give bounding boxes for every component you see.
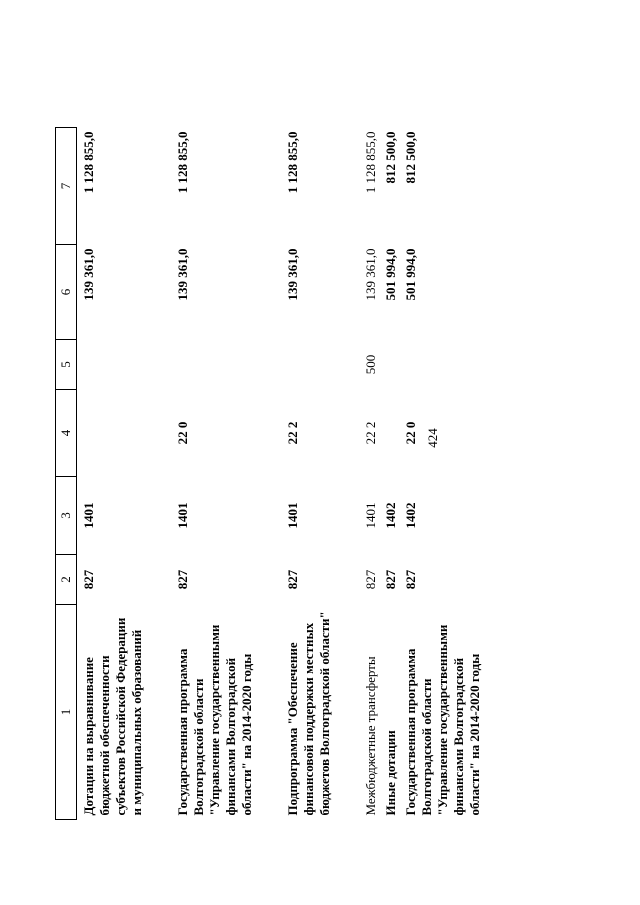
row-value-7: 1 128 855,0 [81, 131, 96, 194]
row-name: Дотации на выравнивание бюджетной обеспеченности субъектов Российской Федерации и муниципальных образований [81, 617, 144, 816]
table-row [171, 128, 255, 820]
row-value-6: 501 994,0 [383, 248, 398, 301]
row-code-5 [77, 340, 146, 390]
row-code-4: 22 0 [403, 421, 418, 445]
row-name: Подпрограмма "Обеспечение финансовой поддержки местных бюджетов Волгоградской области" [285, 611, 332, 816]
table-row [399, 128, 483, 820]
row-code-3: 1402 [403, 502, 418, 529]
row-code-2: 827 [285, 569, 300, 590]
row-code-5: 500 [363, 354, 378, 375]
row-code-4: 22 2 [363, 421, 378, 445]
row-code-5 [379, 340, 399, 390]
row-code-2: 827 [175, 569, 190, 590]
row-code-2: 827 [81, 569, 96, 590]
header-col-2: 2 [56, 555, 77, 605]
row-value-6: 139 361,0 [175, 248, 190, 301]
table-row [77, 128, 146, 820]
row-code-3: 1401 [81, 502, 96, 529]
header-col-1: 1 [56, 605, 77, 820]
budget-table [55, 127, 483, 820]
row-value-6: 139 361,0 [363, 248, 378, 301]
header-col-5: 5 [56, 340, 77, 390]
row-code-3: 1401 [175, 502, 190, 529]
row-name: Государственная программа Волгоградской области "Управление государственными финансами Волгоградской области" на 2014-2020 годы [175, 624, 254, 816]
row-code-5 [171, 340, 255, 390]
row-value-6: 139 361,0 [81, 248, 96, 301]
row-value-7: 812 500,0 [403, 131, 418, 184]
row-code-3: 1401 [285, 502, 300, 529]
row-value-7: 1 128 855,0 [175, 131, 190, 194]
row-code-3: 1402 [383, 502, 398, 529]
header-row [56, 128, 77, 820]
table-row [379, 128, 399, 820]
row-code-2: 827 [383, 569, 398, 590]
row-value-6: 139 361,0 [285, 248, 300, 301]
row-value-7: 1 128 855,0 [363, 131, 378, 194]
header-col-7: 7 [56, 128, 77, 245]
row-value-7: 812 500,0 [383, 131, 398, 184]
page-number: 424 [425, 428, 440, 448]
row-code-4 [379, 390, 399, 477]
row-code-4: 22 2 [285, 421, 300, 445]
row-code-3: 1401 [363, 502, 378, 529]
table-row [281, 128, 333, 820]
budget-table-rotated [55, 128, 525, 820]
row-code-4 [77, 390, 146, 477]
table-row [359, 128, 379, 820]
row-code-2: 827 [403, 569, 418, 590]
row-code-2: 827 [363, 569, 378, 590]
row-name: Государственная программа Волгоградской области "Управление государственными финансами Волгоградской области" на 2014-2020 годы [403, 624, 482, 816]
row-value-7: 1 128 855,0 [285, 131, 300, 194]
row-code-5 [399, 340, 483, 390]
row-value-6: 501 994,0 [403, 248, 418, 301]
header-col-6: 6 [56, 245, 77, 340]
row-code-5 [281, 340, 333, 390]
header-col-3: 3 [56, 477, 77, 555]
header-col-4: 4 [56, 390, 77, 477]
row-name: Межбюджетные трансферты [363, 656, 378, 816]
row-name: Иные дотации [383, 730, 398, 816]
row-code-4: 22 0 [175, 421, 190, 445]
